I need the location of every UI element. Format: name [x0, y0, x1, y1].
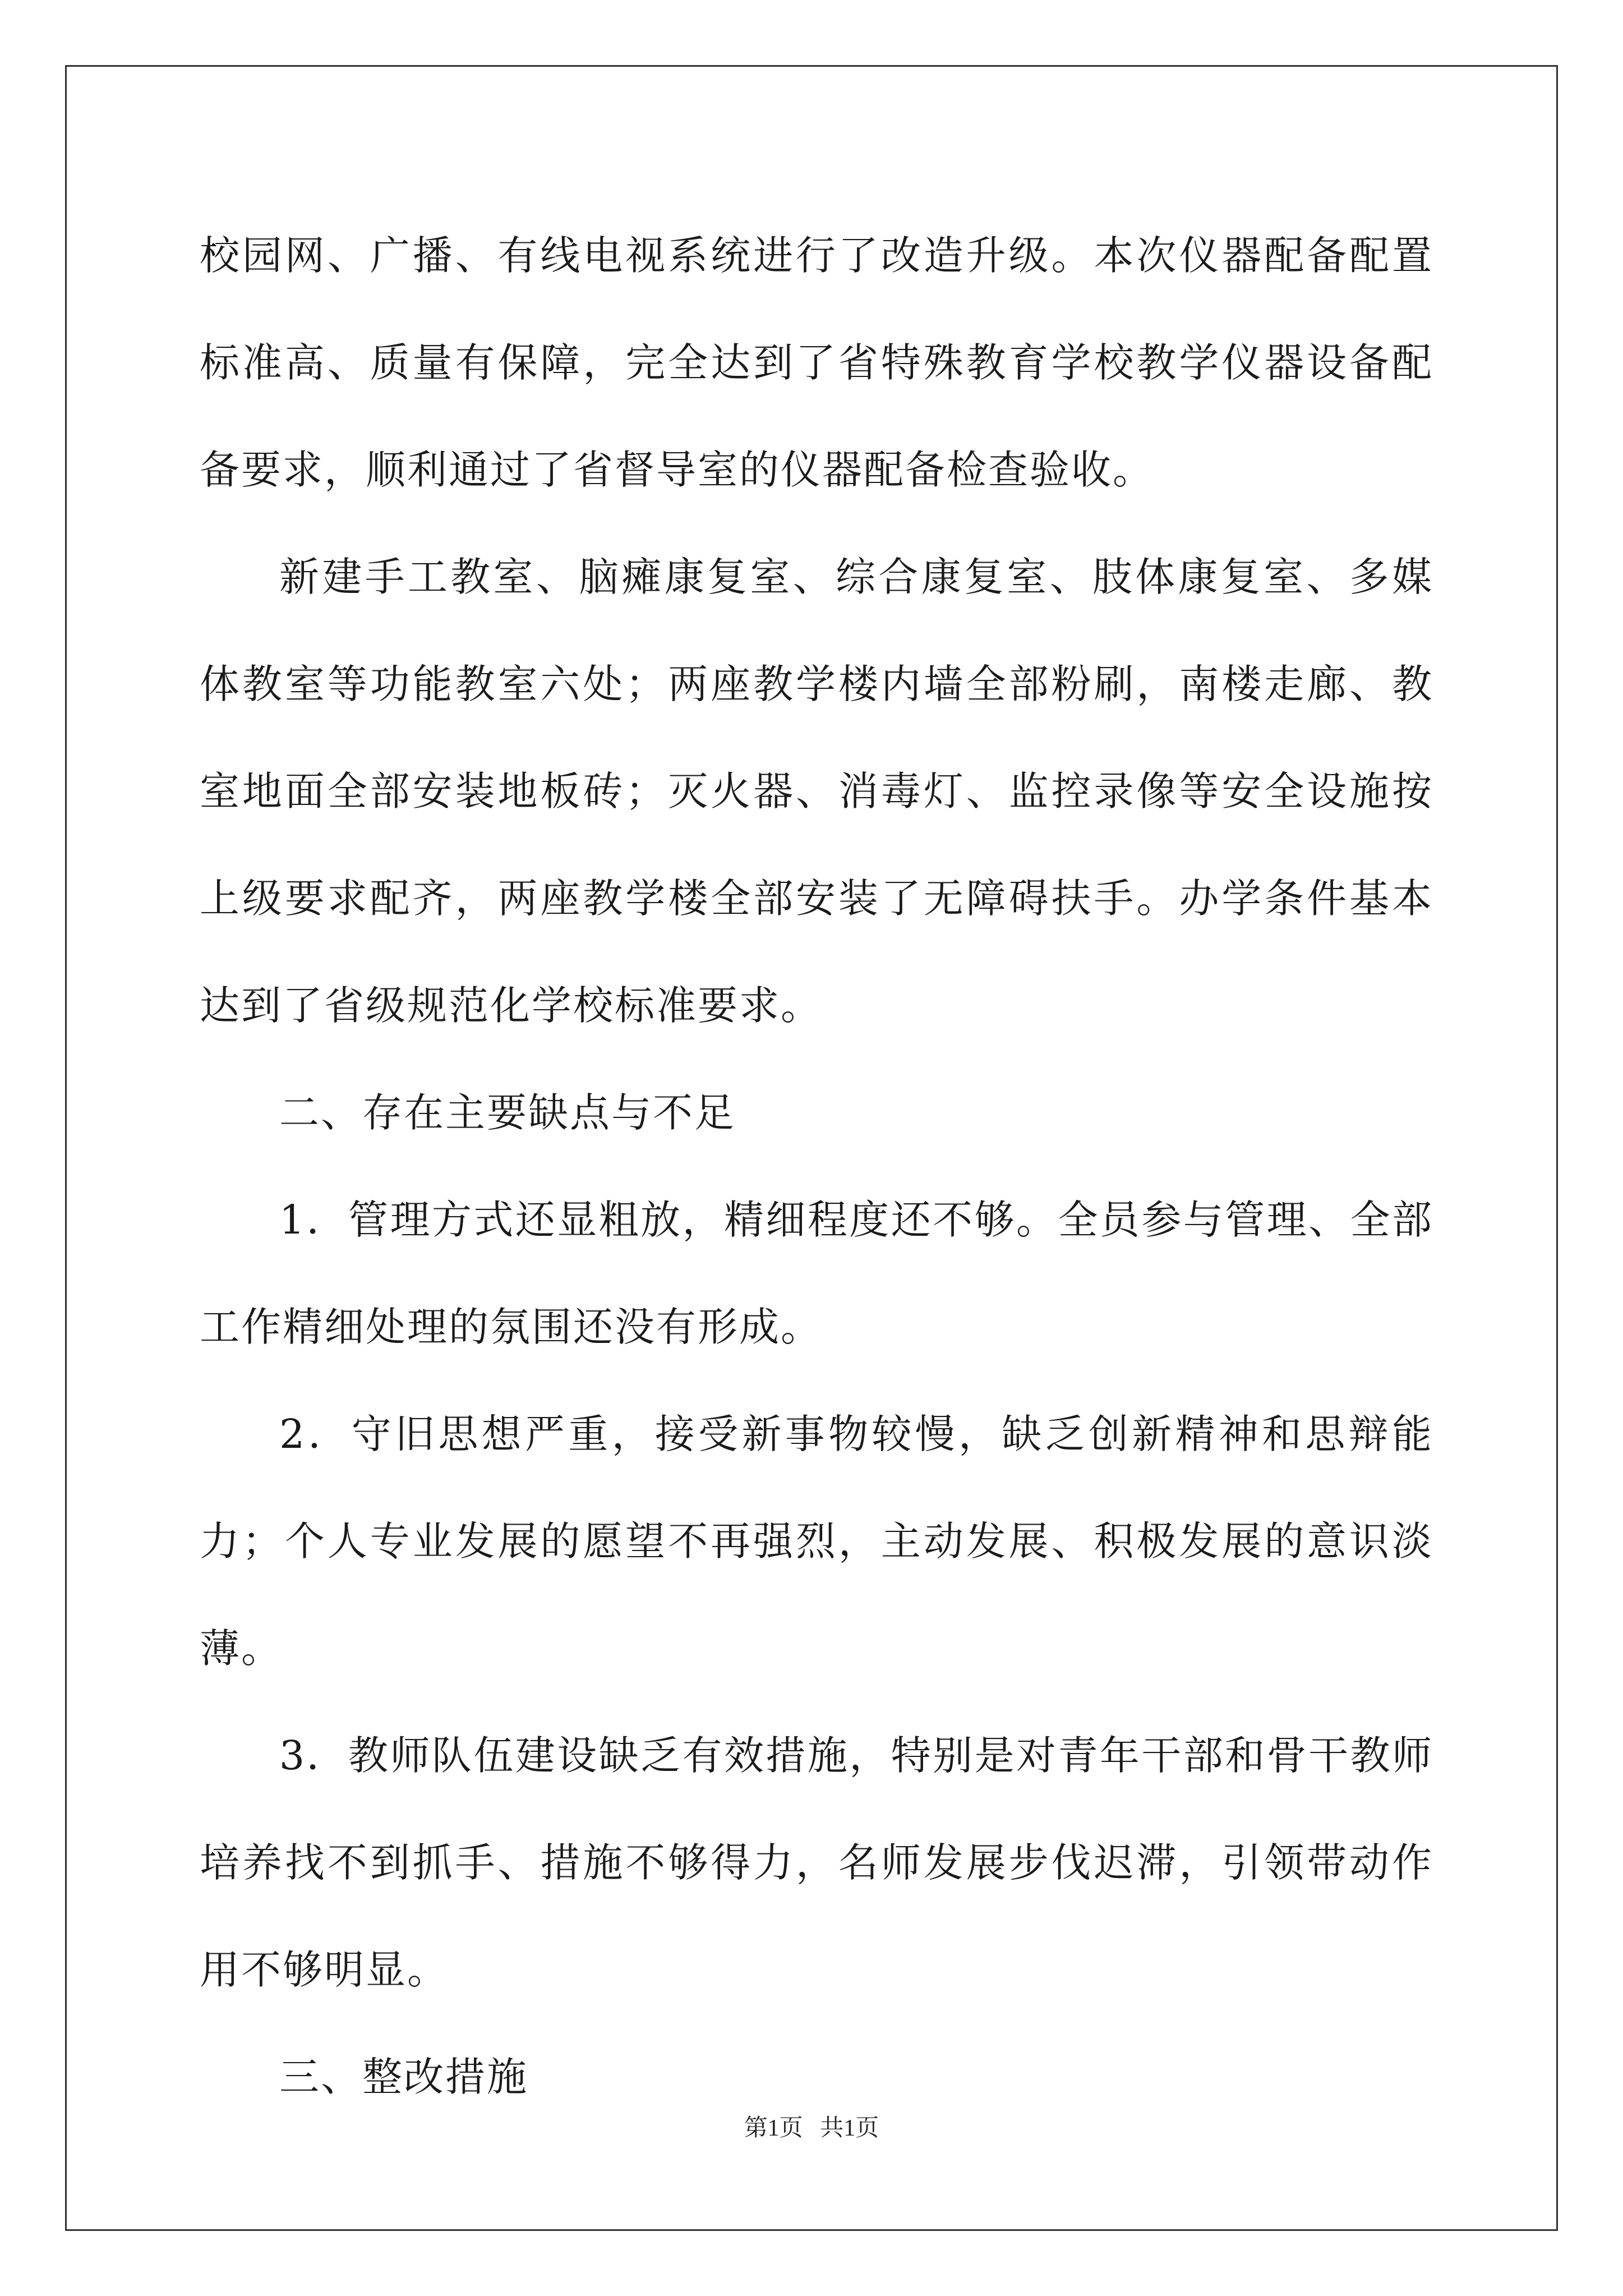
paragraph: 新建手工教室、脑瘫康复室、综合康复室、肢体康复室、多媒体教室等功能教室六处；两座教学楼内墙全部粉刷，南楼走廊、教室地面全部安装地板砖；灭火器、消毒灯、监控录像等安全设施按上级要求配齐，两座教学楼全部安装了无障碍扶手。办学条件基本达到了省级规范化学校标准要求。	[200, 554, 1433, 1029]
document-body	[200, 202, 1433, 2131]
section-heading: 二、存在主要缺点与不足	[279, 1089, 736, 1136]
paragraph: 校园网、广播、有线电视系统进行了改造升级。本次仪器配备配置标准高、质量有保障，完全达到了省特殊教育学校教学仪器设备配备要求，顺利通过了省督导室的仪器配备检查验收。	[200, 232, 1433, 493]
section-heading: 三、整改措施	[279, 2054, 529, 2100]
page-total: 共1页	[820, 2115, 879, 2141]
list-item: 3．教师队伍建设缺乏有效措施，特别是对青年干部和骨干教师培养找不到抓手、措施不够得力，名师发展步伐迟滞，引领带动作用不够明显。	[200, 1732, 1433, 1993]
list-item: 2．守旧思想严重，接受新事物较慢，缺乏创新精神和思辩能力；个人专业发展的愿望不再强烈，主动发展、积极发展的意识淡薄。	[200, 1411, 1433, 1672]
list-item: 1．管理方式还显粗放，精细程度还不够。全员参与管理、全部工作精细处理的氛围还没有形成。	[200, 1197, 1433, 1350]
page-footer	[0, 2109, 1623, 2143]
page-number: 第1页	[744, 2115, 803, 2141]
